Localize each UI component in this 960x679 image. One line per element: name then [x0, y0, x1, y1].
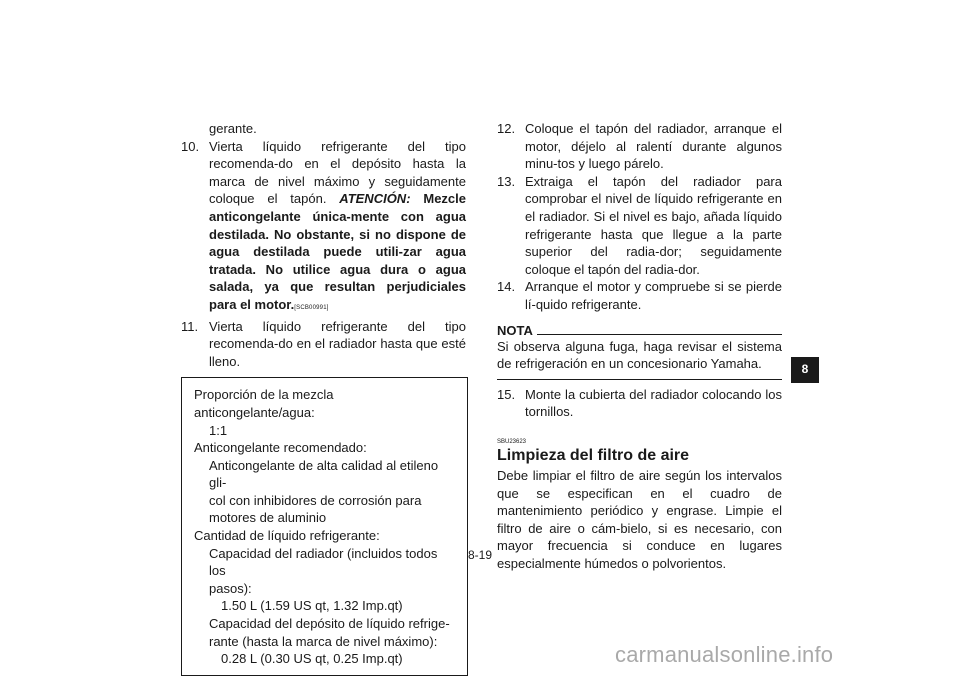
step-11: [181, 318, 466, 371]
step-text: Coloque el tapón del radiador, arranque el motor, déjelo al ralentí durante algunos minu-tos y luego párelo.: [525, 121, 782, 172]
step-text: Vierta líquido refrigerante del tipo recomenda-do en el depósito hasta la marca de nivel máximo y seguidamente coloque el tapón. ATENCIÓN: Mezcle anticongelante única-mente con agua destilada. No obstante, si no dispone de agua destilada puede utili-zar agua tratada. No utilice agua dura o agua salada, ya que resultan perjudiciales para el motor.[SCB00991]: [209, 138, 466, 312]
step-text: Extraiga el tapón del radiador para comprobar el nivel de líquido refrigerante en el radiador. Si el nivel es bajo, añada líquido refrigerante hasta que llegue a la parte superior del radia-dor; seguidamente coloque el tapón del radia-dor.: [525, 173, 782, 277]
step-14: [497, 278, 782, 313]
chapter-tab: 8: [791, 357, 819, 383]
spec-line: Anticongelante recomendado:: [194, 440, 367, 456]
spec-line: Cantidad de líquido refrigerante:: [194, 528, 380, 544]
spec-line: 1.50 L (1.59 US qt, 1.32 Imp.qt): [221, 598, 403, 614]
step-10: [181, 138, 466, 318]
atencion-code: [SCB00991]: [294, 304, 329, 311]
nota-title: NOTA: [497, 322, 533, 338]
spec-line: rante (hasta la marca de nivel máximo):: [209, 633, 438, 649]
spec-line: pasos):: [209, 580, 252, 596]
step-12: [497, 120, 782, 173]
atencion-label: ATENCIÓN:: [339, 191, 411, 207]
step-13: [497, 173, 782, 279]
step-15: [497, 386, 782, 421]
page-number: 8-19: [467, 548, 493, 562]
step-text: Vierta líquido refrigerante del tipo recomenda-do en el radiador hasta que esté lleno.: [209, 318, 466, 369]
section-body: Debe limpiar el filtro de aire según los intervalos que se especifican en el cuadro de mantenimiento periódico y engrase. Limpie el filtro de aire o cám-bielo, si es necesario, con mayor frecuencia si conduce en lugares especialmente húmedos o polvorientos.: [497, 467, 782, 571]
spec-line: Capacidad del depósito de líquido refrige-: [209, 616, 450, 632]
atencion-warning: [209, 191, 466, 312]
step-number: 12.: [497, 121, 516, 136]
spec-line: motores de aluminio: [209, 510, 327, 526]
nota-header: [497, 323, 782, 338]
nota-rule: [537, 334, 782, 335]
spec-line: Capacidad del radiador (incluidos todos los: [209, 545, 438, 579]
step-number: 10.: [181, 138, 200, 154]
step-text: Monte la cubierta del radiador colocando los tornillos.: [525, 386, 782, 420]
right-column: [497, 120, 782, 572]
watermark: carmanualsonline.info: [615, 642, 834, 667]
section-code: SBU23623: [497, 438, 527, 445]
spec-line: 0.28 L (0.30 US qt, 0.25 Imp.qt): [221, 651, 403, 667]
spec-line: col con inhibidores de corrosión para: [209, 492, 422, 508]
section-title: Limpieza del filtro de aire: [497, 446, 690, 464]
spec-line: Anticongelante de alta calidad al etileno gli-: [209, 457, 439, 491]
nota-text: Si observa alguna fuga, haga revisar el sistema de refrigeración en un concesionario Yamaha.: [497, 338, 782, 372]
continued-text: gerante.: [209, 121, 257, 136]
spec-line: Proporción de la mezcla anticongelante/agua:: [194, 387, 334, 420]
nota-end-rule: [497, 379, 782, 380]
step-number: 13.: [497, 173, 516, 189]
left-column: [181, 120, 466, 676]
step-number: 11.: [181, 318, 199, 334]
spec-line: 1:1: [209, 422, 228, 438]
step-number: 14.: [497, 279, 516, 295]
atencion-text: Mezcle anticongelante única-mente con agua destilada. No obstante, si no dispone de agua destilada puede utili-zar agua tratada. No utilice agua dura o agua salada, ya que resultan perjudiciales para el motor.: [209, 191, 466, 312]
coolant-spec-box: [181, 377, 468, 676]
step-number: 15.: [497, 386, 516, 402]
step-text: Arranque el motor y compruebe si se pierde lí-quido refrigerante.: [525, 279, 782, 312]
